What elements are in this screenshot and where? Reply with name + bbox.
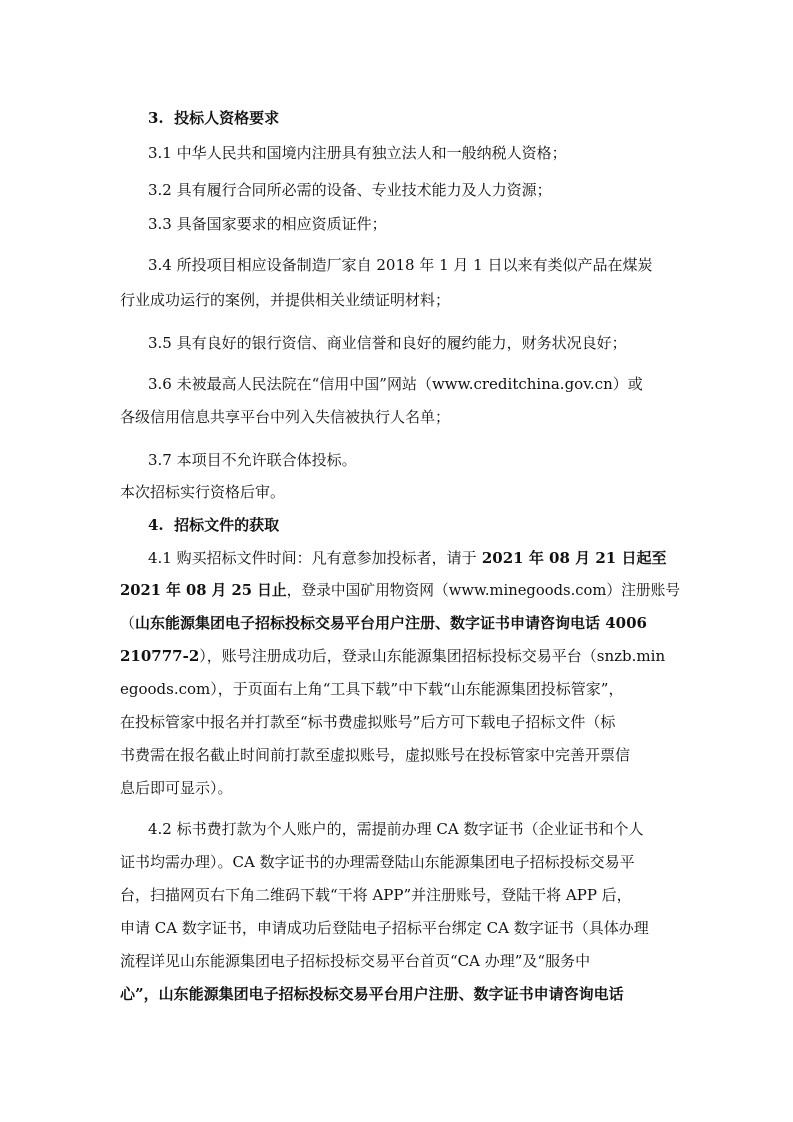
item-3-4-line-2: 行业成功运行的案例，并提供相关业绩证明材料； [120,291,451,309]
open-paren: （ [120,614,136,632]
item-3-1: 3.1 中华人民共和国境内注册具有独立法人和一般纳税人资格； [148,144,567,162]
item-3-7: 3.7 本项目不允许联合体投标。 [148,451,357,469]
purchase-end-date: 2021 年 08 月 25 日止 [120,581,287,599]
item-3-6-line-2: 各级信用信息共享平台中列入失信被执行人名单； [120,408,451,426]
item-4-1-line-3 [120,613,647,633]
section-3-heading: 3. 投标人资格要求 [148,109,280,127]
item-4-1-line-2-text: ，登录中国矿用物资网（www.minegoods.com）注册账号 [286,581,681,599]
item-3-3: 3.3 具备国家要求的相应资质证件； [148,215,387,233]
item-3-5: 3.5 具有良好的银行资信、商业信誉和良好的履约能力，财务状况良好； [148,334,627,352]
item-4-1-line-2 [120,580,680,600]
item-4-1-line-1-text: 4.1 购买招标文件时间：凡有意参加投标者，请于 [148,549,477,567]
purchase-start-date: 2021 年 08 月 21 日起至 [476,549,667,567]
hotline-text: 山东能源集团电子招标投标交易平台用户注册、数字证书申请咨询电话 4006 [135,614,647,632]
item-4-2-line-4: 申请 CA 数字证书，申请成功后登陆电子招标平台绑定 CA 数字证书（具体办理 [120,919,649,937]
item-4-2-line-6: 心”，山东能源集团电子招标投标交易平台用户注册、数字证书申请咨询电话 [120,985,624,1003]
hotline-number: 210777-2 [120,647,200,665]
item-3-2: 3.2 具有履行合同所必需的设备、专业技术能力及人力资源； [148,181,552,199]
item-4-1-line-4 [120,646,665,666]
item-4-2-line-3: 台，扫描网页右下角二维码下载“干将 APP”并注册账号，登陆干将 APP 后， [120,886,632,904]
item-4-1-line-7: 书费需在报名截止时间前打款至虚拟账号，虚拟账号在投标管家中完善开票信 [120,746,631,764]
item-4-1-line-4-text: ），账号注册成功后，登录山东能源集团招标投标交易平台（snzb.min [199,647,666,665]
item-4-2-line-1: 4.2 标书费打款为个人账户的，需提前办理 CA 数字证书（企业证书和个人 [148,820,644,838]
item-3-4-line-1: 3.4 所投项目相应设备制造厂家自 2018 年 1 月 1 日以来有类似产品在煤炭 [148,256,653,274]
item-4-2-line-2: 证书均需办理）。CA 数字证书的办理需登陆山东能源集团电子招标投标交易平 [120,853,635,871]
item-3-6-line-1: 3.6 未被最高人民法院在“信用中国”网站（www.creditchina.gov.cn）或 [148,375,643,393]
item-4-1-line-1 [148,548,666,568]
item-4-1-line-8: 息后即可显示）。 [120,779,233,797]
item-4-2-line-5: 流程详见山东能源集团电子招标投标交易平台首页“CA 办理”及“服务中 [120,952,591,970]
item-4-1-line-5: egoods.com），于页面右上角“工具下载”中下载“山东能源集团投标管家”， [120,680,624,698]
item-4-1-line-6: 在投标管家中报名并打款至“标书费虚拟账号”后方可下载电子招标文件（标 [120,713,616,731]
qualification-note: 本次招标实行资格后审。 [120,483,286,501]
section-4-heading: 4. 招标文件的获取 [148,516,280,534]
